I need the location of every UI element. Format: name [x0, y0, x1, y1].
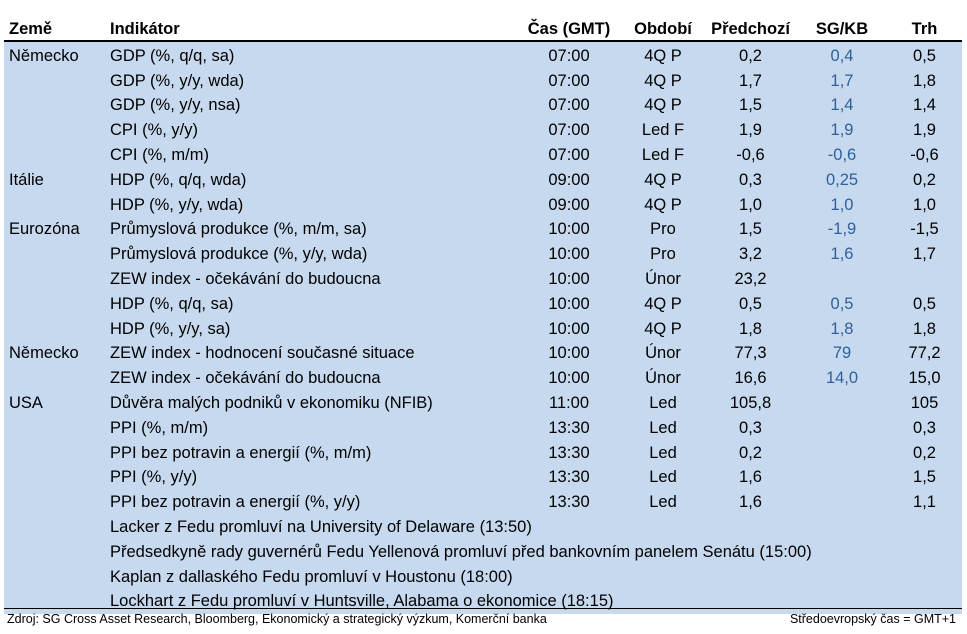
cell-indicator: PPI (%, m/m)	[110, 416, 516, 441]
cell-period: Led	[622, 490, 704, 515]
cell-time: 10:00	[516, 317, 622, 342]
cell-sgkb: 1,6	[797, 242, 887, 267]
cell-market: 1,9	[887, 118, 962, 143]
cell-time: 07:00	[516, 94, 622, 119]
cell-time: 13:30	[516, 490, 622, 515]
cell-sgkb: 0,5	[797, 292, 887, 317]
table-row	[4, 441, 962, 466]
cell-indicator: PPI bez potravin a energií (%, y/y)	[110, 490, 516, 515]
cell-time: 10:00	[516, 342, 622, 367]
header-previous: Předchozí	[704, 18, 797, 41]
cell-market: 1,8	[887, 317, 962, 342]
cell-indicator: Důvěra malých podniků v ekonomiku (NFIB)	[110, 391, 516, 416]
cell-market	[887, 267, 962, 292]
cell-previous: 1,6	[704, 490, 797, 515]
cell-period: 4Q P	[622, 168, 704, 193]
table-row	[4, 94, 962, 119]
cell-country: Německo	[4, 342, 110, 367]
cell-indicator: ZEW index - očekávání do budoucna	[110, 267, 516, 292]
cell-previous: 0,2	[704, 441, 797, 466]
cell-previous: 1,5	[704, 218, 797, 243]
cell-sgkb: 1,0	[797, 193, 887, 218]
cell-market: 1,1	[887, 490, 962, 515]
cell-time: 09:00	[516, 168, 622, 193]
cell-time: 07:00	[516, 41, 622, 69]
cell-period: 4Q P	[622, 41, 704, 69]
cell-market: 77,2	[887, 342, 962, 367]
table-row	[4, 416, 962, 441]
cell-time: 07:00	[516, 118, 622, 143]
cell-country	[4, 441, 110, 466]
cell-time: 10:00	[516, 218, 622, 243]
cell-period: Led	[622, 416, 704, 441]
cell-time: 10:00	[516, 366, 622, 391]
cell-country	[4, 292, 110, 317]
cell-previous: 0,3	[704, 416, 797, 441]
cell-time: 07:00	[516, 143, 622, 168]
cell-previous: 0,5	[704, 292, 797, 317]
cell-country	[4, 366, 110, 391]
table-row	[4, 242, 962, 267]
cell-sgkb	[797, 466, 887, 491]
header-period: Období	[622, 18, 704, 41]
cell-previous: 1,5	[704, 94, 797, 119]
cell-country	[4, 242, 110, 267]
cell-indicator: CPI (%, y/y)	[110, 118, 516, 143]
cell-sgkb	[797, 490, 887, 515]
cell-time: 10:00	[516, 242, 622, 267]
cell-sgkb: -1,9	[797, 218, 887, 243]
cell-previous: 0,2	[704, 41, 797, 69]
cell-indicator: HDP (%, y/y, wda)	[110, 193, 516, 218]
cell-indicator: ZEW index - očekávání do budoucna	[110, 366, 516, 391]
cell-period: 4Q P	[622, 193, 704, 218]
cell-time: 10:00	[516, 267, 622, 292]
cell-time: 07:00	[516, 69, 622, 94]
cell-period: Led F	[622, 143, 704, 168]
cell-country	[4, 193, 110, 218]
table-row	[4, 118, 962, 143]
cell-sgkb: 79	[797, 342, 887, 367]
cell-previous: 1,7	[704, 69, 797, 94]
cell-market: -0,6	[887, 143, 962, 168]
cell-previous: 23,2	[704, 267, 797, 292]
cell-period: 4Q P	[622, 94, 704, 119]
cell-previous: 1,8	[704, 317, 797, 342]
cell-sgkb: -0,6	[797, 143, 887, 168]
table-row	[4, 342, 962, 367]
cell-time: 11:00	[516, 391, 622, 416]
cell-market: 105	[887, 391, 962, 416]
cell-market: 0,2	[887, 168, 962, 193]
cell-market: 0,5	[887, 292, 962, 317]
cell-sgkb: 1,7	[797, 69, 887, 94]
cell-country	[4, 143, 110, 168]
cell-country: Německo	[4, 41, 110, 69]
cell-period: 4Q P	[622, 292, 704, 317]
cell-previous: 1,0	[704, 193, 797, 218]
cell-previous: 77,3	[704, 342, 797, 367]
cell-period: Únor	[622, 342, 704, 367]
cell-sgkb: 0,4	[797, 41, 887, 69]
cell-time: 13:30	[516, 466, 622, 491]
economic-calendar-table	[4, 18, 962, 614]
cell-market: 1,4	[887, 94, 962, 119]
cell-indicator: GDP (%, y/y, nsa)	[110, 94, 516, 119]
table-row	[4, 143, 962, 168]
cell-indicator: HDP (%, q/q, sa)	[110, 292, 516, 317]
cell-market: 0,5	[887, 41, 962, 69]
cell-indicator: Průmyslová produkce (%, y/y, wda)	[110, 242, 516, 267]
table-row	[4, 490, 962, 515]
table-row	[4, 466, 962, 491]
cell-market: 1,7	[887, 242, 962, 267]
cell-period: Led	[622, 441, 704, 466]
cell-country: Eurozóna	[4, 218, 110, 243]
table-row	[4, 317, 962, 342]
event-note: Kaplan z dallaského Fedu promluví v Houstonu (18:00)	[110, 565, 962, 590]
table-row	[4, 366, 962, 391]
table-row	[4, 391, 962, 416]
cell-country	[4, 118, 110, 143]
cell-indicator: CPI (%, m/m)	[110, 143, 516, 168]
cell-indicator: HDP (%, y/y, sa)	[110, 317, 516, 342]
cell-previous: 1,6	[704, 466, 797, 491]
cell-sgkb: 0,25	[797, 168, 887, 193]
cell-time: 10:00	[516, 292, 622, 317]
cell-period: Únor	[622, 267, 704, 292]
cell-country	[4, 69, 110, 94]
cell-country	[4, 466, 110, 491]
cell-indicator: PPI (%, y/y)	[110, 466, 516, 491]
table-row	[4, 267, 962, 292]
cell-country	[4, 416, 110, 441]
cell-country	[4, 317, 110, 342]
cell-period: Pro	[622, 242, 704, 267]
cell-market: 15,0	[887, 366, 962, 391]
cell-market: 0,2	[887, 441, 962, 466]
cell-sgkb	[797, 441, 887, 466]
cell-market: 1,5	[887, 466, 962, 491]
cell-previous: 0,3	[704, 168, 797, 193]
cell-period: 4Q P	[622, 69, 704, 94]
table-row	[4, 168, 962, 193]
cell-sgkb: 14,0	[797, 366, 887, 391]
cell-sgkb: 1,9	[797, 118, 887, 143]
cell-market: 0,3	[887, 416, 962, 441]
cell-sgkb: 1,8	[797, 317, 887, 342]
cell-period: Únor	[622, 366, 704, 391]
cell-sgkb	[797, 267, 887, 292]
table-row	[4, 69, 962, 94]
cell-country: USA	[4, 391, 110, 416]
cell-country: Itálie	[4, 168, 110, 193]
note-row	[4, 565, 962, 590]
header-market: Trh	[887, 18, 962, 41]
cell-indicator: ZEW index - hodnocení současné situace	[110, 342, 516, 367]
table-row	[4, 41, 962, 69]
header-country: Země	[4, 18, 110, 41]
cell-previous: 105,8	[704, 391, 797, 416]
cell-country	[4, 267, 110, 292]
table-row	[4, 193, 962, 218]
header-time: Čas (GMT)	[516, 18, 622, 41]
cell-previous: 1,9	[704, 118, 797, 143]
table-header	[4, 18, 962, 41]
note-row	[4, 515, 962, 540]
cell-sgkb	[797, 416, 887, 441]
cell-indicator: HDP (%, q/q, wda)	[110, 168, 516, 193]
cell-indicator: GDP (%, y/y, wda)	[110, 69, 516, 94]
note-spacer	[4, 540, 110, 565]
timezone-note: Středoevropský čas = GMT+1	[789, 612, 956, 626]
note-spacer	[4, 565, 110, 590]
cell-country	[4, 490, 110, 515]
note-spacer	[4, 515, 110, 540]
header-indicator: Indikátor	[110, 18, 516, 41]
footer	[4, 608, 962, 631]
cell-indicator: Průmyslová produkce (%, m/m, sa)	[110, 218, 516, 243]
event-note: Předsedkyně rady guvernérů Fedu Yellenová promluví před bankovním panelem Senátu (15:00)	[110, 540, 962, 565]
table-row	[4, 218, 962, 243]
cell-sgkb: 1,4	[797, 94, 887, 119]
cell-sgkb	[797, 391, 887, 416]
cell-time: 13:30	[516, 416, 622, 441]
table-row	[4, 292, 962, 317]
cell-time: 09:00	[516, 193, 622, 218]
cell-period: Pro	[622, 218, 704, 243]
cell-time: 13:30	[516, 441, 622, 466]
note-row	[4, 540, 962, 565]
cell-period: Led	[622, 466, 704, 491]
cell-market: -1,5	[887, 218, 962, 243]
cell-country	[4, 94, 110, 119]
cell-indicator: GDP (%, q/q, sa)	[110, 41, 516, 69]
cell-period: Led F	[622, 118, 704, 143]
calendar-container	[4, 18, 962, 614]
cell-previous: 16,6	[704, 366, 797, 391]
source-note: Zdroj: SG Cross Asset Research, Bloomberg, Ekonomický a strategický výzkum, Komerční banka	[7, 612, 547, 626]
event-note: Lockhart z Fedu promluví v Huntsville, Alabama o ekonomice (18:15)	[110, 590, 962, 615]
event-note: Lacker z Fedu promluví na University of Delaware (13:50)	[110, 515, 962, 540]
cell-period: Led	[622, 391, 704, 416]
cell-previous: 3,2	[704, 242, 797, 267]
cell-period: 4Q P	[622, 317, 704, 342]
cell-indicator: PPI bez potravin a energií (%, m/m)	[110, 441, 516, 466]
cell-previous: -0,6	[704, 143, 797, 168]
cell-market: 1,0	[887, 193, 962, 218]
cell-market: 1,8	[887, 69, 962, 94]
table-body	[4, 41, 962, 614]
header-sgkb: SG/KB	[797, 18, 887, 41]
